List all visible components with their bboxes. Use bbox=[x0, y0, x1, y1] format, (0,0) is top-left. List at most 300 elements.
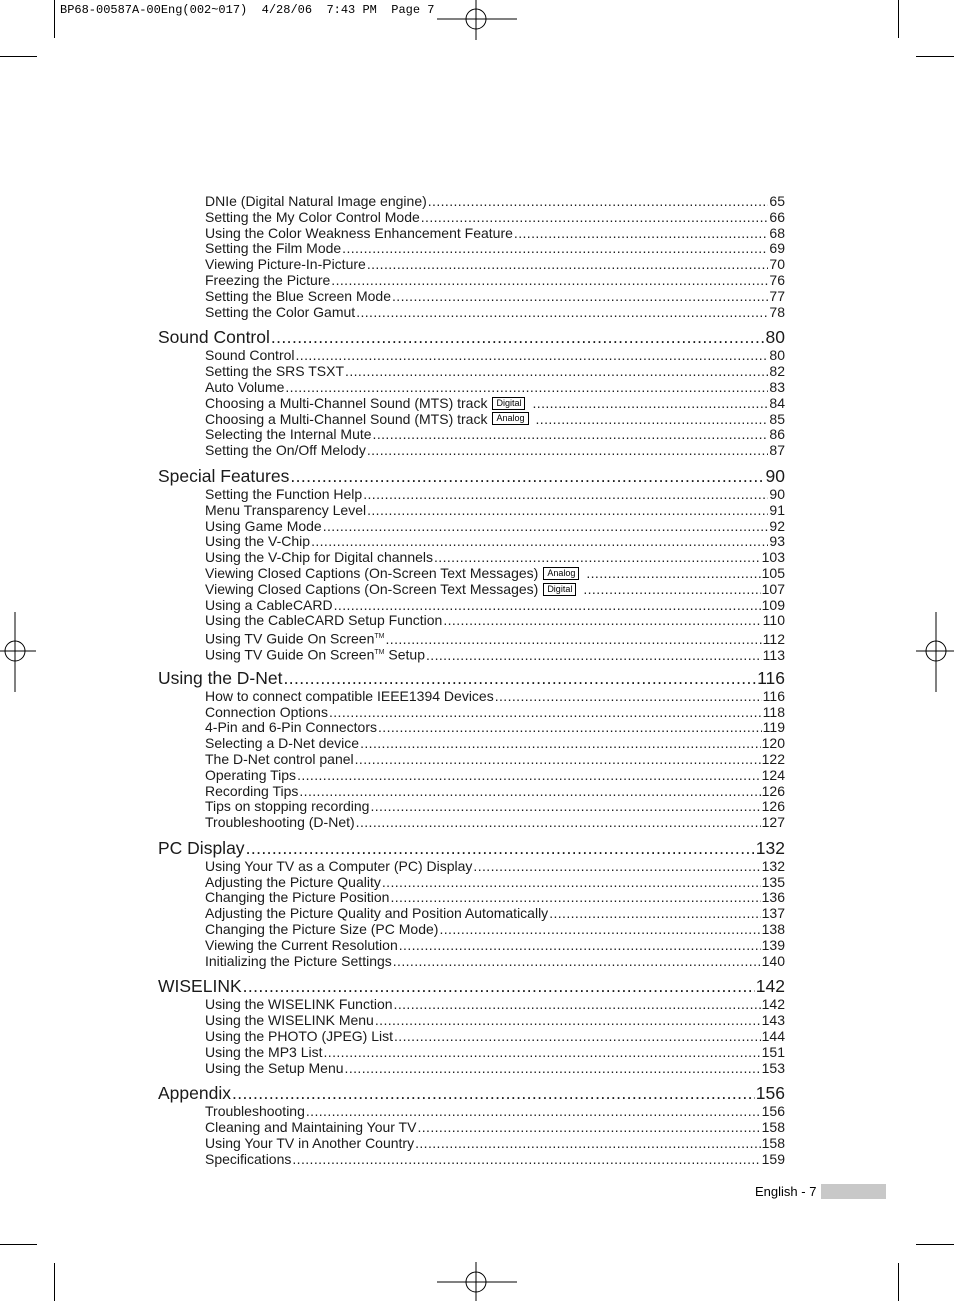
entry-label: 4-Pin and 6-Pin Connectors bbox=[205, 719, 377, 736]
toc-entry[interactable] bbox=[205, 226, 785, 242]
leader-dots bbox=[292, 1152, 760, 1168]
entry-page-number: 159 bbox=[761, 1150, 785, 1167]
leader-dots bbox=[399, 938, 761, 954]
toc-entry[interactable] bbox=[205, 598, 785, 614]
entry-label-group bbox=[205, 380, 284, 396]
table-of-contents bbox=[158, 194, 785, 1168]
leader-dots bbox=[586, 566, 760, 582]
entry-label-group bbox=[205, 799, 369, 815]
entry-page-number: 82 bbox=[769, 363, 785, 380]
toc-entry[interactable] bbox=[205, 1152, 785, 1168]
entry-page-number: 85 bbox=[769, 410, 785, 427]
toc-entry[interactable] bbox=[205, 380, 785, 396]
entry-page-number: 140 bbox=[761, 952, 785, 969]
toc-entry[interactable] bbox=[205, 768, 785, 784]
leader-dots bbox=[392, 289, 768, 305]
entry-label-group bbox=[205, 364, 344, 380]
leader-dots bbox=[514, 226, 769, 242]
toc-section-title[interactable] bbox=[158, 837, 785, 859]
entry-label: Setting the On/Off Melody bbox=[205, 442, 366, 459]
entry-label: Auto Volume bbox=[205, 378, 285, 395]
entry-page-number: 69 bbox=[769, 240, 785, 257]
leader-dots bbox=[439, 922, 760, 938]
toc-entry[interactable] bbox=[205, 784, 785, 800]
registration-mark-icon bbox=[0, 612, 36, 692]
entry-label-group bbox=[205, 954, 392, 970]
entry-label-group bbox=[205, 875, 381, 891]
entry-label-group bbox=[205, 427, 372, 443]
toc-entry[interactable] bbox=[205, 890, 785, 906]
entry-label-group bbox=[205, 412, 535, 428]
entry-label: Setting the Blue Screen Mode bbox=[205, 287, 392, 304]
entry-label-group bbox=[205, 1045, 323, 1061]
entry-page-number: 78 bbox=[769, 303, 785, 320]
entry-label-group bbox=[205, 705, 328, 721]
entry-label: Choosing a Multi-Channel Sound (MTS) track bbox=[205, 394, 488, 411]
toc-entry[interactable] bbox=[205, 922, 785, 938]
entry-page-number: 112 bbox=[762, 630, 785, 647]
signal-badge: Analog bbox=[492, 412, 528, 425]
registration-mark-icon bbox=[437, 0, 517, 40]
crop-mark bbox=[0, 56, 37, 57]
entry-page-number: 120 bbox=[761, 735, 785, 752]
registration-mark-icon bbox=[437, 1262, 517, 1301]
entry-page-number: 153 bbox=[761, 1059, 785, 1076]
toc-entry[interactable] bbox=[205, 305, 785, 321]
toc-section bbox=[158, 465, 785, 661]
toc-section-title[interactable] bbox=[158, 667, 785, 689]
toc-section bbox=[158, 667, 785, 831]
entry-label-group bbox=[205, 736, 359, 752]
toc-entry[interactable] bbox=[205, 289, 785, 305]
entry-page-number: 92 bbox=[769, 517, 785, 534]
section-page-number: 90 bbox=[765, 465, 785, 486]
leader-dots bbox=[386, 632, 762, 648]
entry-page-number: 158 bbox=[761, 1119, 785, 1136]
entry-label: Using the WISELINK Function bbox=[205, 996, 393, 1013]
toc-entry[interactable] bbox=[205, 566, 785, 582]
entry-label: Viewing Closed Captions (On-Screen Text Messages) bbox=[205, 564, 539, 581]
leader-dots bbox=[583, 582, 760, 598]
leader-dots bbox=[443, 613, 761, 629]
entry-label-group bbox=[205, 443, 366, 459]
entry-label: Changing the Picture Size (PC Mode) bbox=[205, 921, 439, 938]
entry-label-group bbox=[205, 305, 355, 321]
section-page-number: 80 bbox=[765, 327, 785, 348]
entry-label-group bbox=[205, 241, 341, 257]
entry-page-number: 144 bbox=[761, 1028, 785, 1045]
toc-entry[interactable] bbox=[205, 1104, 785, 1120]
entry-label-group bbox=[205, 257, 366, 273]
toc-entry[interactable] bbox=[205, 412, 785, 428]
toc-entry[interactable] bbox=[205, 519, 785, 535]
entry-page-number: 80 bbox=[769, 347, 785, 364]
leader-dots bbox=[271, 326, 765, 348]
entry-label: Using the PHOTO (JPEG) List bbox=[205, 1028, 394, 1045]
entry-page-number: 105 bbox=[761, 564, 785, 581]
entry-label-group bbox=[205, 613, 442, 629]
entry-page-number: 77 bbox=[769, 287, 785, 304]
entry-label: Using the Setup Menu bbox=[205, 1059, 344, 1076]
toc-entry[interactable] bbox=[205, 1045, 785, 1061]
toc-entry[interactable] bbox=[205, 799, 785, 815]
toc-entry[interactable] bbox=[205, 396, 785, 412]
entry-label-group bbox=[205, 997, 393, 1013]
entry-label: The D-Net control panel bbox=[205, 750, 354, 767]
entry-label: Cleaning and Maintaining Your TV bbox=[205, 1119, 417, 1136]
leader-dots bbox=[473, 859, 760, 875]
toc-entry[interactable] bbox=[205, 210, 785, 226]
crop-mark bbox=[54, 1263, 55, 1301]
leader-dots bbox=[375, 1013, 761, 1029]
entry-label-group bbox=[205, 289, 391, 305]
entry-label-group bbox=[205, 273, 330, 289]
entry-label-group bbox=[205, 566, 585, 582]
toc-item-list bbox=[158, 194, 785, 320]
entry-label: Viewing Picture-In-Picture bbox=[205, 256, 366, 273]
leader-dots bbox=[421, 210, 769, 226]
entry-label: Menu Transparency Level bbox=[205, 501, 367, 518]
toc-entry[interactable] bbox=[205, 954, 785, 970]
entry-label: Using the Color Weakness Enhancement Feature bbox=[205, 224, 513, 241]
section-title-text: PC Display bbox=[158, 837, 245, 858]
entry-page-number: 156 bbox=[761, 1103, 785, 1120]
entry-page-number: 109 bbox=[761, 596, 785, 613]
entry-label-group bbox=[205, 938, 398, 954]
section-page-number: 142 bbox=[755, 976, 785, 997]
toc-entry[interactable] bbox=[205, 720, 785, 736]
section-title-text: Sound Control bbox=[158, 327, 270, 348]
toc-section bbox=[158, 194, 785, 320]
leader-dots bbox=[367, 443, 769, 459]
entry-label: Using Your TV as a Computer (PC) Display bbox=[205, 857, 473, 874]
entry-label-group bbox=[205, 396, 531, 412]
toc-entry[interactable] bbox=[205, 503, 785, 519]
toc-entry[interactable] bbox=[205, 736, 785, 752]
entry-label-group bbox=[205, 720, 377, 736]
section-title-text: Appendix bbox=[158, 1083, 231, 1104]
leader-dots bbox=[290, 465, 764, 487]
leader-dots bbox=[342, 241, 768, 257]
leader-dots bbox=[243, 975, 755, 997]
entry-label: Selecting a D-Net device bbox=[205, 735, 360, 752]
trademark-mark: TM bbox=[374, 648, 385, 656]
toc-entry[interactable] bbox=[205, 487, 785, 503]
section-page-number: 132 bbox=[755, 837, 785, 858]
entry-label: Using TV Guide On Screen bbox=[205, 646, 375, 663]
toc-section-title[interactable] bbox=[158, 465, 785, 487]
leader-dots bbox=[363, 487, 768, 503]
entry-label: Setting the Film Mode bbox=[205, 240, 342, 257]
toc-entry[interactable] bbox=[205, 1061, 785, 1077]
entry-label: Recording Tips bbox=[205, 782, 299, 799]
entry-page-number: 68 bbox=[769, 224, 785, 241]
entry-label: Freezing the Picture bbox=[205, 271, 331, 288]
toc-entry[interactable] bbox=[205, 938, 785, 954]
entry-label-group bbox=[205, 194, 427, 210]
toc-entry[interactable] bbox=[205, 752, 785, 768]
toc-section-title[interactable] bbox=[158, 975, 785, 997]
entry-label: Using TV Guide On Screen bbox=[205, 630, 375, 647]
entry-label: How to connect compatible IEEE1394 Devices bbox=[205, 687, 494, 704]
crop-mark bbox=[898, 1263, 899, 1301]
leader-dots bbox=[434, 550, 761, 566]
entry-page-number: 158 bbox=[761, 1135, 785, 1152]
leader-dots bbox=[355, 752, 761, 768]
toc-entry[interactable] bbox=[205, 613, 785, 629]
entry-label-group bbox=[205, 768, 296, 784]
registration-mark-icon bbox=[916, 612, 954, 692]
entry-label-group bbox=[205, 519, 322, 535]
toc-item-list bbox=[158, 487, 785, 661]
entry-label: Viewing the Current Resolution bbox=[205, 936, 398, 953]
signal-badge: Digital bbox=[492, 397, 525, 410]
entry-label: Tips on stopping recording bbox=[205, 798, 370, 815]
entry-label-group bbox=[205, 487, 362, 503]
toc-section bbox=[158, 975, 785, 1076]
footer-bar bbox=[821, 1184, 886, 1199]
leader-dots bbox=[299, 784, 760, 800]
entry-page-number: 151 bbox=[761, 1043, 785, 1060]
toc-entry[interactable] bbox=[205, 241, 785, 257]
entry-label: Choosing a Multi-Channel Sound (MTS) track bbox=[205, 410, 488, 427]
entry-label: Using the V-Chip bbox=[205, 533, 311, 550]
entry-label: Using the V-Chip for Digital channels bbox=[205, 549, 434, 566]
crop-mark bbox=[916, 56, 954, 57]
entry-page-number: 93 bbox=[769, 533, 785, 550]
entry-label-suffix: Setup bbox=[384, 646, 425, 663]
toc-entry[interactable] bbox=[205, 629, 785, 645]
toc-item-list bbox=[158, 348, 785, 459]
toc-entry[interactable] bbox=[205, 550, 785, 566]
leader-dots bbox=[382, 875, 761, 891]
entry-label-group bbox=[205, 1120, 416, 1136]
entry-page-number: 139 bbox=[761, 936, 785, 953]
leader-dots bbox=[428, 194, 769, 210]
entry-label-group bbox=[205, 1061, 344, 1077]
leader-dots bbox=[285, 380, 768, 396]
entry-label: Using a CableCARD bbox=[205, 596, 333, 613]
entry-label: Sound Control bbox=[205, 347, 295, 364]
toc-entry[interactable] bbox=[205, 689, 785, 705]
entry-label-group bbox=[205, 815, 355, 831]
leader-dots bbox=[415, 1136, 761, 1152]
crop-mark bbox=[898, 0, 899, 38]
leader-dots bbox=[495, 689, 762, 705]
entry-page-number: 110 bbox=[762, 612, 785, 629]
toc-entry[interactable] bbox=[205, 534, 785, 550]
toc-entry[interactable] bbox=[205, 815, 785, 831]
leader-dots bbox=[360, 736, 761, 752]
leader-dots bbox=[393, 954, 761, 970]
entry-page-number: 137 bbox=[761, 905, 785, 922]
entry-label: Setting the Function Help bbox=[205, 485, 363, 502]
leader-dots bbox=[329, 705, 762, 721]
entry-page-number: 136 bbox=[761, 889, 785, 906]
entry-label-group bbox=[205, 1104, 305, 1120]
toc-item-list bbox=[158, 859, 785, 970]
leader-dots bbox=[378, 720, 762, 736]
toc-entry[interactable] bbox=[205, 273, 785, 289]
leader-dots bbox=[345, 1061, 761, 1077]
entry-label: Setting the SRS TSXT bbox=[205, 363, 345, 380]
toc-entry[interactable] bbox=[205, 1013, 785, 1029]
leader-dots bbox=[370, 799, 760, 815]
leader-dots bbox=[390, 890, 760, 906]
entry-page-number: 143 bbox=[761, 1012, 785, 1029]
toc-entry[interactable] bbox=[205, 582, 785, 598]
toc-entry[interactable] bbox=[205, 645, 785, 661]
toc-entry[interactable] bbox=[205, 1136, 785, 1152]
leader-dots bbox=[536, 412, 769, 428]
section-title-text: WISELINK bbox=[158, 976, 242, 997]
entry-label: Specifications bbox=[205, 1150, 292, 1167]
entry-page-number: 116 bbox=[762, 687, 785, 704]
entry-label-group bbox=[205, 534, 310, 550]
entry-label-group bbox=[205, 689, 494, 705]
leader-dots bbox=[246, 837, 755, 859]
entry-label-group bbox=[205, 348, 295, 364]
entry-label: Using Your TV in Another Country bbox=[205, 1135, 415, 1152]
entry-label-group bbox=[205, 752, 354, 768]
leader-dots bbox=[356, 305, 768, 321]
signal-badge: Digital bbox=[543, 583, 576, 596]
leader-dots bbox=[306, 1104, 761, 1120]
entry-label: Changing the Picture Position bbox=[205, 889, 390, 906]
entry-label: Adjusting the Picture Quality bbox=[205, 873, 381, 890]
trademark-mark: TM bbox=[374, 633, 385, 641]
section-title-text: Using the D-Net bbox=[158, 667, 283, 688]
entry-page-number: 65 bbox=[769, 193, 785, 209]
entry-page-number: 126 bbox=[761, 782, 785, 799]
entry-label: Using the CableCARD Setup Function bbox=[205, 612, 443, 629]
entry-page-number: 86 bbox=[769, 426, 785, 443]
toc-entry[interactable] bbox=[205, 348, 785, 364]
toc-item-list bbox=[158, 689, 785, 831]
entry-label-group bbox=[205, 226, 513, 242]
entry-page-number: 76 bbox=[769, 271, 785, 288]
entry-label-group bbox=[205, 1013, 374, 1029]
leader-dots bbox=[324, 1045, 761, 1061]
entry-label-group bbox=[205, 922, 438, 938]
toc-entry[interactable] bbox=[205, 194, 785, 210]
leader-dots bbox=[373, 427, 769, 443]
entry-label: Troubleshooting (D-Net) bbox=[205, 814, 355, 831]
entry-page-number: 70 bbox=[769, 256, 785, 273]
entry-label: Operating Tips bbox=[205, 766, 297, 783]
entry-label-group bbox=[205, 890, 389, 906]
crop-mark bbox=[0, 1244, 37, 1245]
section-page-number: 156 bbox=[755, 1083, 785, 1104]
entry-page-number: 126 bbox=[761, 798, 785, 815]
toc-section-title[interactable] bbox=[158, 1082, 785, 1104]
entry-label-group bbox=[205, 210, 420, 226]
leader-dots bbox=[394, 1029, 761, 1045]
toc-section bbox=[158, 837, 785, 970]
entry-label: Using the WISELINK Menu bbox=[205, 1012, 374, 1029]
entry-page-number: 87 bbox=[769, 442, 785, 459]
leader-dots bbox=[345, 364, 768, 380]
signal-badge: Analog bbox=[543, 567, 579, 580]
entry-label-group bbox=[205, 582, 582, 598]
leader-dots bbox=[311, 534, 768, 550]
leader-dots bbox=[394, 997, 761, 1013]
entry-label: DNIe (Digital Natural Image engine) bbox=[205, 193, 427, 209]
leader-dots bbox=[331, 273, 768, 289]
leader-dots bbox=[532, 396, 768, 412]
entry-label: Viewing Closed Captions (On-Screen Text Messages) bbox=[205, 580, 539, 597]
section-page-number: 116 bbox=[757, 667, 785, 688]
toc-item-list bbox=[158, 997, 785, 1076]
toc-entry[interactable] bbox=[205, 875, 785, 891]
entry-label: Using Game Mode bbox=[205, 517, 322, 534]
toc-entry[interactable] bbox=[205, 443, 785, 459]
entry-page-number: 66 bbox=[769, 208, 785, 225]
page-footer: English - 7 bbox=[755, 1184, 817, 1199]
section-title-text: Special Features bbox=[158, 465, 290, 486]
leader-dots bbox=[367, 503, 768, 519]
leader-dots bbox=[334, 598, 761, 614]
toc-entry[interactable] bbox=[205, 906, 785, 922]
crop-mark bbox=[54, 0, 55, 38]
entry-page-number: 107 bbox=[761, 580, 785, 597]
toc-entry[interactable] bbox=[205, 1029, 785, 1045]
toc-section bbox=[158, 1082, 785, 1167]
toc-entry[interactable] bbox=[205, 257, 785, 273]
toc-entry[interactable] bbox=[205, 364, 785, 380]
entry-page-number: 142 bbox=[761, 996, 785, 1013]
leader-dots bbox=[417, 1120, 760, 1136]
entry-label: Using the MP3 List bbox=[205, 1043, 323, 1060]
entry-label: Setting the Color Gamut bbox=[205, 303, 356, 320]
toc-item-list bbox=[158, 1104, 785, 1167]
crop-mark bbox=[916, 1244, 954, 1245]
entry-page-number: 113 bbox=[762, 646, 785, 663]
entry-label: Troubleshooting bbox=[205, 1103, 305, 1120]
print-header: BP68-00587A-00Eng(002~017) 4/28/06 7:43 PM Page 7 bbox=[60, 3, 435, 17]
leader-dots bbox=[296, 348, 769, 364]
toc-entry[interactable] bbox=[205, 427, 785, 443]
entry-label: Connection Options bbox=[205, 703, 328, 720]
entry-label: Adjusting the Picture Quality and Position Automatically bbox=[205, 905, 549, 922]
entry-page-number: 132 bbox=[761, 857, 785, 874]
entry-label-group bbox=[205, 1136, 414, 1152]
entry-page-number: 138 bbox=[761, 921, 785, 938]
entry-label-group bbox=[205, 645, 425, 663]
entry-page-number: 90 bbox=[769, 485, 785, 502]
entry-page-number: 119 bbox=[762, 719, 785, 736]
leader-dots bbox=[232, 1082, 755, 1104]
toc-entry[interactable] bbox=[205, 705, 785, 721]
entry-page-number: 122 bbox=[761, 750, 785, 767]
toc-entry[interactable] bbox=[205, 997, 785, 1013]
entry-label-group bbox=[205, 906, 548, 922]
leader-dots bbox=[426, 648, 762, 664]
entry-label: Setting the My Color Control Mode bbox=[205, 208, 420, 225]
entry-page-number: 91 bbox=[769, 501, 785, 518]
entry-page-number: 103 bbox=[761, 549, 785, 566]
entry-label: Initializing the Picture Settings bbox=[205, 952, 392, 969]
leader-dots bbox=[323, 519, 769, 535]
toc-entry[interactable] bbox=[205, 1120, 785, 1136]
entry-label-group bbox=[205, 503, 366, 519]
toc-entry[interactable] bbox=[205, 859, 785, 875]
entry-page-number: 135 bbox=[761, 873, 785, 890]
toc-section-title[interactable] bbox=[158, 326, 785, 348]
leader-dots bbox=[549, 906, 760, 922]
entry-page-number: 124 bbox=[761, 766, 785, 783]
entry-page-number: 127 bbox=[761, 814, 785, 831]
